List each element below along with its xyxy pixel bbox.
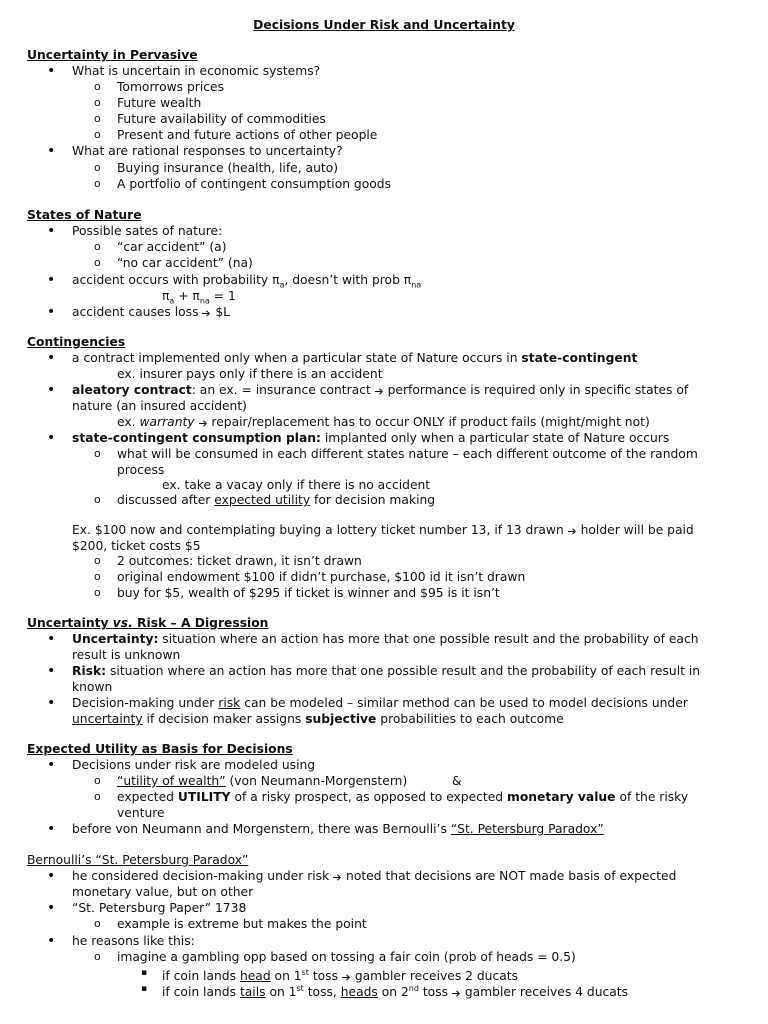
list-item: accident occurs with probability $\pi_a$, doesn’t with prob $\pi_{na}$ — [72, 273, 422, 290]
list-item: “St. Petersburg Paper” 1738 — [72, 901, 247, 915]
list-item: he reasons like this: — [72, 934, 195, 948]
heading-uncertainty-vs-risk: Uncertainty vs. Risk – A Digression — [27, 616, 269, 630]
bullet: • — [47, 143, 56, 159]
bullet: • — [47, 868, 56, 884]
list-item: What are rational responses to uncertainty? — [72, 144, 343, 158]
list-item: Buying insurance (health, life, auto) — [117, 161, 339, 175]
circle-bullet: o — [94, 80, 101, 93]
circle-bullet: o — [94, 112, 101, 125]
list-item: Possible sates of nature: — [72, 224, 223, 238]
list-item: Future availability of commodities — [117, 112, 326, 126]
right-arrow-icon — [199, 419, 208, 428]
bullet: • — [47, 663, 56, 679]
bullet: • — [47, 382, 56, 398]
list-item-cont: venture — [117, 806, 165, 820]
ampersand: & — [452, 774, 462, 788]
circle-bullet: o — [94, 570, 101, 583]
list-item: 2 outcomes: ticket drawn, it isn’t drawn — [117, 554, 362, 568]
list-item: aleatory contract: an ex. = insurance contract performance is required only in specific states of — [72, 383, 689, 397]
probability-equation: $\pi_a + \pi_{na} = 1$ — [162, 289, 236, 306]
bullet: • — [47, 304, 56, 320]
bullet: • — [47, 272, 56, 288]
list-item: “car accident” (a) — [117, 240, 227, 254]
circle-bullet: o — [94, 161, 101, 174]
list-item: state-contingent consumption plan: implanted only when a particular state of Nature occurs — [72, 431, 670, 445]
list-item: What is uncertain in economic systems? — [72, 64, 321, 78]
bullet: • — [47, 933, 56, 949]
circle-bullet: o — [94, 447, 101, 460]
bullet: • — [47, 631, 56, 647]
list-item: what will be consumed in each different states nature – each different outcome of the random — [117, 447, 698, 461]
list-item: “utility of wealth” (von Neumann-Morgenstern) — [117, 774, 408, 788]
bullet: • — [47, 63, 56, 79]
list-item: imagine a gambling opp based on tossing a fair coin (prob of heads = 0.5) — [117, 950, 576, 964]
circle-bullet: o — [94, 950, 101, 963]
circle-bullet: o — [94, 917, 101, 930]
list-item: he considered decision-making under risk noted that decisions are NOT made basis of expected — [72, 869, 677, 883]
example-paragraph-cont: $200, ticket costs $5 — [72, 539, 201, 553]
list-item: Tomorrows prices — [117, 80, 224, 94]
square-bullet: ▪ — [141, 984, 148, 994]
heading-contingencies: Contingencies — [27, 335, 126, 349]
list-item: Future wealth — [117, 96, 202, 110]
list-item: original endowment $100 if didn’t purchase, $100 id it isn’t drawn — [117, 570, 526, 584]
heading-states-of-nature: States of Nature — [27, 208, 142, 222]
list-item: expected UTILITY of a risky prospect, as opposed to expected monetary value of the risky — [117, 790, 689, 804]
circle-bullet: o — [94, 790, 101, 803]
list-item: Uncertainty: situation where an action has more that one possible result and the probability of each — [72, 632, 699, 646]
example-line: ex. insurer pays only if there is an accident — [117, 367, 383, 381]
list-item: accident causes loss $L — [72, 305, 231, 319]
list-item: example is extreme but makes the point — [117, 917, 367, 931]
list-item: A portfolio of contingent consumption goods — [117, 177, 392, 191]
circle-bullet: o — [94, 240, 101, 253]
list-item: Decision-making under risk can be modeled – similar method can be used to model decisions under — [72, 696, 688, 710]
list-item: before von Neumann and Morgenstern, there was Bernoulli’s “St. Petersburg Paradox” — [72, 822, 604, 836]
circle-bullet: o — [94, 128, 101, 141]
list-item: discussed after expected utility for decision making — [117, 493, 436, 507]
circle-bullet: o — [94, 493, 101, 506]
bullet: • — [47, 757, 56, 773]
list-item: Decisions under risk are modeled using — [72, 758, 316, 772]
circle-bullet: o — [94, 96, 101, 109]
circle-bullet: o — [94, 554, 101, 567]
bullet: • — [47, 900, 56, 916]
bullet: • — [47, 350, 56, 366]
list-item: a contract implemented only when a particular state of Nature occurs in state-contingent — [72, 351, 638, 365]
heading-st-petersburg: Bernoulli’s “St. Petersburg Paradox” — [27, 853, 249, 867]
heading-uncertainty-pervasive: Uncertainty in Pervasive — [27, 48, 198, 62]
square-bullet: ▪ — [141, 968, 148, 978]
right-arrow-icon — [568, 527, 577, 536]
bullet: • — [47, 821, 56, 837]
list-item: “no car accident” (na) — [117, 256, 253, 270]
list-item: Risk: situation where an action has more that one possible result and the probability of each result in — [72, 664, 701, 678]
heading-expected-utility: Expected Utility as Basis for Decisions — [27, 742, 293, 756]
list-item: if coin lands head on 1st toss gambler receives 2 ducats — [162, 968, 518, 984]
right-arrow-icon — [375, 387, 384, 396]
right-arrow-icon — [452, 989, 461, 998]
circle-bullet: o — [94, 256, 101, 269]
list-item: if coin lands tails on 1st toss, heads on 2nd toss gambler receives 4 ducats — [162, 984, 629, 1000]
circle-bullet: o — [94, 177, 101, 190]
list-item-cont: uncertainty if decision maker assigns subjective probabilities to each outcome — [72, 712, 564, 726]
bullet: • — [47, 695, 56, 711]
list-item: Present and future actions of other people — [117, 128, 378, 142]
example-line: ex. warranty repair/replacement has to occur ONLY if product fails (might/might not) — [117, 415, 650, 429]
list-item-cont: result is unknown — [72, 648, 181, 662]
list-item-cont: known — [72, 680, 113, 694]
list-item-cont: nature (an insured accident) — [72, 399, 247, 413]
circle-bullet: o — [94, 586, 101, 599]
list-item-cont: monetary value, but on other — [72, 885, 254, 899]
bullet: • — [47, 430, 56, 446]
page-title: Decisions Under Risk and Uncertainty — [253, 18, 515, 32]
list-item-cont: process — [117, 463, 165, 477]
circle-bullet: o — [94, 774, 101, 787]
right-arrow-icon — [333, 873, 342, 882]
example-paragraph: Ex. $100 now and contemplating buying a lottery ticket number 13, if 13 drawn holder will be paid — [72, 523, 694, 537]
bullet: • — [47, 223, 56, 239]
list-item: buy for $5, wealth of $295 if ticket is winner and $95 is it isn’t — [117, 586, 500, 600]
example-line: ex. take a vacay only if there is no accident — [162, 478, 431, 492]
